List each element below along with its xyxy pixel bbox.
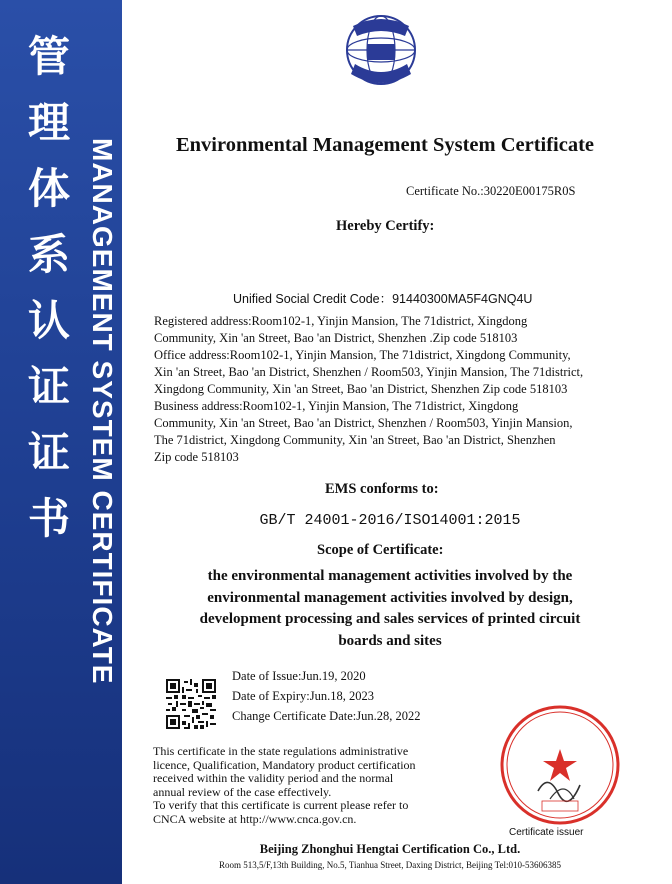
certificate-number: Certificate No.:30220E00175R0S bbox=[406, 184, 576, 198]
scope-line: development processing and sales services of printed circuit bbox=[199, 611, 581, 627]
standard-code: GB/T 24001-2016/ISO14001:2015 bbox=[259, 512, 521, 529]
cn-char: 证 bbox=[27, 362, 70, 411]
notice-line: annual review of the case effectively. bbox=[153, 784, 332, 799]
cn-char: 理 bbox=[27, 98, 70, 147]
cn-char: 系 bbox=[27, 230, 70, 279]
company-logo-icon bbox=[331, 8, 431, 100]
address-line: Xin 'an Street, Bao 'an District, Shenzhen / Room503, Yinjin Mansion, The 71district, bbox=[154, 365, 584, 379]
credit-code: Unified Social Credit Code：91440300MA5F4GNQ4U bbox=[233, 292, 533, 306]
address-line: Community, Xin 'an Street, Bao 'an District, Shenzhen / Room503, Yinjin Mansion, bbox=[154, 416, 573, 430]
scope-text bbox=[130, 566, 650, 652]
notice-line: received within the validity period and the normal bbox=[153, 771, 394, 786]
expiry-date: Date of Expiry:Jun.18, 2023 bbox=[232, 689, 374, 703]
change-date: Change Certificate Date:Jun.28, 2022 bbox=[232, 709, 421, 723]
scope-line: boards and sites bbox=[338, 632, 442, 649]
hereby-certify-heading: Hereby Certify: bbox=[336, 218, 435, 234]
validity-notice bbox=[153, 745, 458, 827]
issuer-label: Certificate issuer bbox=[509, 827, 584, 838]
official-seal-icon bbox=[498, 703, 622, 827]
cn-char: 体 bbox=[27, 164, 70, 213]
chinese-title bbox=[0, 24, 98, 552]
cn-char: 证 bbox=[27, 428, 70, 477]
address-line: Registered address:Room102-1, Yinjin Mansion, The 71district, Xingdong bbox=[154, 314, 528, 328]
qr-code-icon[interactable] bbox=[166, 679, 216, 729]
date-block bbox=[232, 666, 421, 726]
address-line: Community, Xin 'an Street, Bao 'an District, Shenzhen .Zip code 518103 bbox=[154, 331, 518, 345]
company-address: Room 513,5/F,13th Building, No.5, Tianhua Street, Daxing District, Beijing Tel:010-53606385 bbox=[219, 860, 561, 870]
scope-line: environmental management activities involved by design, bbox=[207, 589, 573, 606]
address-block bbox=[154, 313, 624, 466]
address-line: Zip code 518103 bbox=[154, 450, 239, 464]
english-vertical-title bbox=[86, 138, 126, 718]
notice-line: To verify that this certificate is current please refer to bbox=[153, 798, 409, 813]
cn-char: 认 bbox=[27, 296, 70, 345]
address-line: Xingdong Community, Xin 'an Street, Bao 'an District, Shenzhen Zip code 518103 bbox=[154, 382, 568, 396]
cn-char: 管 bbox=[27, 32, 70, 81]
notice-line: licence, Qualification, Mandatory product certification bbox=[153, 757, 416, 772]
issue-date: Date of Issue:Jun.19, 2020 bbox=[232, 669, 366, 683]
notice-line: This certificate in the state regulations administrative bbox=[153, 744, 409, 758]
notice-line: CNCA website at http://www.cnca.gov.cn. bbox=[153, 811, 357, 826]
address-line: Office address:Room102-1, Yinjin Mansion, The 71district, Xingdong Community, bbox=[154, 348, 571, 362]
address-line: The 71district, Xingdong Community, Xin 'an Street, Bao 'an District, Shenzhen bbox=[154, 433, 556, 447]
english-vertical-text: MANAGEMENT SYSTEM CERTIFICATE bbox=[87, 138, 118, 685]
company-name: Beijing Zhonghui Hengtai Certification Co., Ltd. bbox=[259, 842, 521, 856]
conforms-heading: EMS conforms to: bbox=[325, 481, 439, 497]
scope-line: the environmental management activities involved by the bbox=[207, 568, 573, 584]
scope-heading: Scope of Certificate: bbox=[317, 542, 444, 558]
certificate-title: Environmental Management System Certificate bbox=[175, 134, 595, 156]
address-line: Business address:Room102-1, Yinjin Mansion, The 71district, Xingdong bbox=[154, 399, 519, 413]
cn-char: 书 bbox=[27, 494, 70, 543]
